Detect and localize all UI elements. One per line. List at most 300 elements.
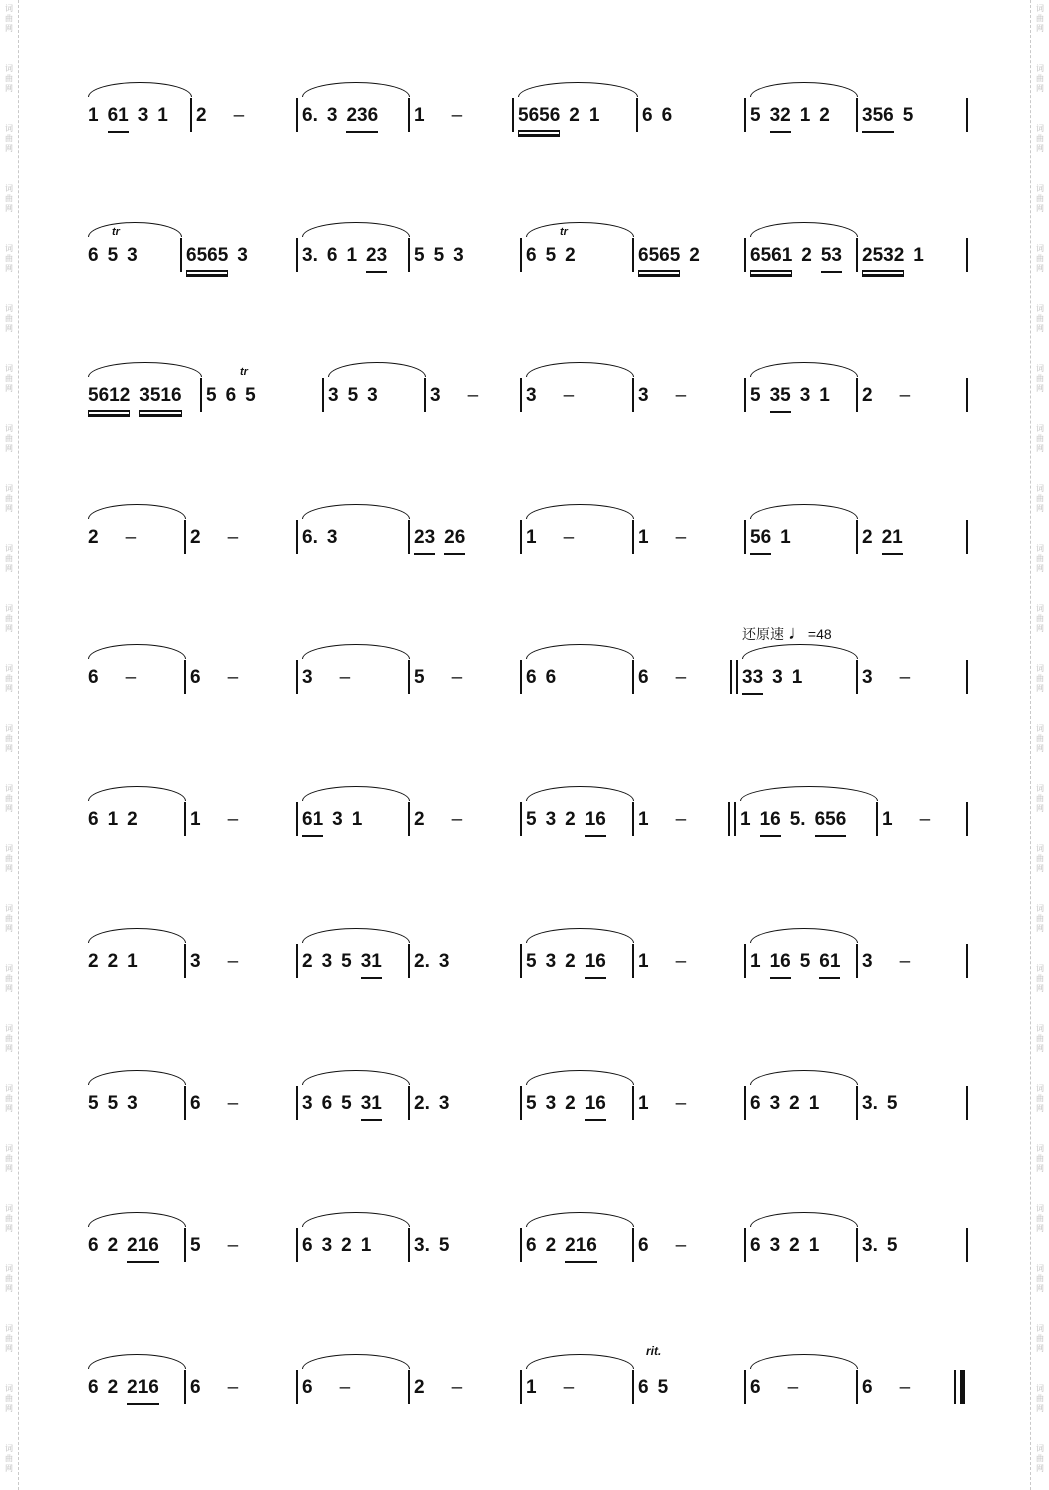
- watermark-text: 词曲网: [5, 1204, 13, 1233]
- barline: [966, 944, 968, 978]
- note: 26: [444, 524, 465, 555]
- slur: [518, 82, 638, 97]
- watermark-text: 词曲网: [1036, 604, 1044, 633]
- barline: [744, 1086, 746, 1120]
- note: 2: [302, 951, 313, 972]
- watermark-text: 词曲网: [5, 364, 13, 393]
- trill-mark: tr: [112, 226, 120, 238]
- note: 6: [302, 1235, 313, 1256]
- dash: –: [675, 951, 687, 972]
- dash: –: [675, 527, 687, 548]
- dash: –: [339, 667, 351, 688]
- measure: [190, 1090, 292, 1118]
- note: 53: [821, 242, 842, 273]
- note: 3: [367, 385, 378, 406]
- watermark-text: 词曲网: [1036, 544, 1044, 573]
- barline: [632, 944, 634, 978]
- note: 1: [88, 105, 99, 126]
- barline: [408, 1086, 410, 1120]
- measure: [430, 382, 516, 410]
- watermark-text: 词曲网: [5, 964, 13, 993]
- slur: [526, 1070, 634, 1085]
- dash: –: [227, 667, 239, 688]
- barline: [322, 378, 324, 412]
- watermark-text: 词曲网: [5, 1324, 13, 1353]
- note: 5: [886, 1235, 898, 1256]
- note: 3: [237, 245, 248, 266]
- barline: [408, 1370, 410, 1404]
- note: 5: [657, 1377, 669, 1398]
- slur: [88, 1070, 186, 1085]
- watermark-text: 词曲网: [5, 4, 13, 33]
- slur: [526, 928, 634, 943]
- measure: [862, 1374, 956, 1402]
- note: 5: [245, 385, 256, 406]
- note: 23: [414, 524, 435, 555]
- dash: –: [451, 105, 463, 126]
- slur: [750, 82, 858, 97]
- note: 3: [799, 385, 811, 406]
- measure: [88, 1090, 180, 1118]
- note: 3: [127, 1093, 138, 1114]
- measure: [862, 242, 962, 270]
- measure: [88, 664, 180, 692]
- measure: [302, 242, 404, 270]
- note: 2: [565, 1093, 576, 1114]
- watermark-text: 词曲网: [1036, 244, 1044, 273]
- measure: [638, 1374, 740, 1402]
- barline: [296, 1228, 298, 1262]
- dash: –: [899, 385, 911, 406]
- barline: [296, 1370, 298, 1404]
- dash: –: [233, 105, 245, 126]
- measure: [414, 524, 516, 552]
- measure: [862, 382, 962, 410]
- note: 2: [107, 1377, 119, 1398]
- measure: [638, 242, 740, 270]
- watermark-text: 词曲网: [5, 1264, 13, 1293]
- watermark-text: 词曲网: [1036, 1384, 1044, 1413]
- note: 5: [902, 105, 914, 126]
- note: 2: [789, 1235, 800, 1256]
- barline: [184, 520, 186, 554]
- dash: –: [919, 809, 931, 830]
- rit-marking: rit.: [646, 1344, 662, 1358]
- barline: [190, 98, 192, 132]
- note: 1: [638, 1093, 649, 1114]
- note: 2: [341, 1235, 352, 1256]
- note: 61: [819, 948, 840, 979]
- note: 3: [326, 105, 338, 126]
- note: 6: [750, 1235, 761, 1256]
- barline: [636, 98, 638, 132]
- watermark-text: 词曲网: [5, 244, 13, 273]
- note: 6: [190, 1093, 201, 1114]
- note: 23: [366, 242, 387, 273]
- barline: [408, 660, 410, 694]
- dash: –: [899, 1377, 911, 1398]
- note: 1: [740, 809, 751, 830]
- barline: [184, 802, 186, 836]
- note: 6: [642, 105, 653, 126]
- final-barline: [960, 1370, 965, 1404]
- note: 3.: [414, 1235, 430, 1256]
- measure: [206, 382, 318, 410]
- measure: [518, 102, 632, 130]
- slur: [88, 1354, 186, 1369]
- note: 1: [360, 1235, 372, 1256]
- note: 3: [438, 1093, 450, 1114]
- note: 1: [638, 809, 649, 830]
- barline: [856, 520, 858, 554]
- watermark-text: 词曲网: [5, 1384, 13, 1413]
- watermark-text: 词曲网: [1036, 424, 1044, 453]
- watermark-text: 词曲网: [5, 604, 13, 633]
- note: 2: [88, 951, 99, 972]
- barline: [632, 1370, 634, 1404]
- slur: [750, 1354, 858, 1369]
- watermark-text: 词曲网: [1036, 1084, 1044, 1113]
- barline: [520, 944, 522, 978]
- barline: [408, 944, 410, 978]
- measure: [328, 382, 420, 410]
- staff-row: [0, 1198, 1049, 1288]
- note: 2: [569, 105, 580, 126]
- watermark-text: 词曲网: [5, 724, 13, 753]
- note: 2.: [414, 951, 430, 972]
- staff-row: [0, 1340, 1049, 1430]
- measure: [190, 1232, 292, 1260]
- note: 61: [108, 102, 129, 133]
- barline: [184, 1370, 186, 1404]
- note: 5: [341, 951, 352, 972]
- barline: [520, 378, 522, 412]
- note: 5: [414, 667, 425, 688]
- slur: [302, 1354, 410, 1369]
- dash: –: [899, 667, 911, 688]
- note: 6: [750, 1093, 761, 1114]
- measure: [638, 806, 730, 834]
- note: 1: [913, 245, 924, 266]
- barline: [296, 520, 298, 554]
- barline: [966, 520, 968, 554]
- slur: [526, 1212, 634, 1227]
- note: 1: [190, 809, 201, 830]
- note: 216: [127, 1374, 159, 1405]
- measure: [190, 524, 292, 552]
- measure: [88, 524, 180, 552]
- watermark-text: 词曲网: [1036, 364, 1044, 393]
- watermark-text: 词曲网: [1036, 1264, 1044, 1293]
- measure: [750, 524, 852, 552]
- note: 5: [750, 385, 761, 406]
- dash: –: [125, 527, 137, 548]
- note: 1: [882, 809, 893, 830]
- dash: –: [227, 1235, 239, 1256]
- barline: [876, 802, 878, 836]
- dash: –: [451, 809, 463, 830]
- barline: [632, 238, 634, 272]
- barline: [520, 660, 522, 694]
- slur: [302, 1070, 410, 1085]
- measure: [638, 948, 740, 976]
- barline: [200, 378, 202, 412]
- measure: [638, 1232, 740, 1260]
- slur: [526, 644, 634, 659]
- note: 656: [815, 806, 847, 837]
- barline: [966, 802, 968, 836]
- watermark-text: 词曲网: [1036, 304, 1044, 333]
- measure: [526, 806, 628, 834]
- barline: [180, 238, 182, 272]
- watermark-text: 词曲网: [5, 124, 13, 153]
- barline: [966, 1086, 968, 1120]
- note: 1: [819, 385, 830, 406]
- note: 5: [886, 1093, 898, 1114]
- note: 6: [862, 1377, 873, 1398]
- trill-mark: tr: [560, 226, 568, 238]
- note: 5: [545, 245, 557, 266]
- dash: –: [227, 809, 239, 830]
- measure: [190, 806, 292, 834]
- note: 6.: [302, 527, 318, 548]
- barline: [856, 1370, 858, 1404]
- slur: [526, 786, 634, 801]
- note: 216: [127, 1232, 159, 1263]
- watermark-text: 词曲网: [1036, 664, 1044, 693]
- note: 5612: [88, 382, 130, 412]
- measure: [862, 524, 962, 552]
- note: 1: [414, 105, 425, 126]
- note: 5656: [518, 102, 560, 132]
- note: 3: [769, 1235, 781, 1256]
- watermark-text: 词曲网: [5, 784, 13, 813]
- slur: [88, 504, 186, 519]
- note: 16: [585, 1090, 606, 1121]
- watermark-text: 词曲网: [5, 1444, 13, 1473]
- note: 5: [750, 105, 761, 126]
- note: 3: [862, 667, 873, 688]
- measure: [526, 1232, 628, 1260]
- note: 2: [190, 527, 201, 548]
- slur: [302, 222, 410, 237]
- barline: [296, 802, 298, 836]
- barline: [520, 1370, 522, 1404]
- measure: [414, 1232, 516, 1260]
- note: 61: [302, 806, 323, 837]
- slur: [88, 362, 202, 377]
- note: 3: [862, 951, 873, 972]
- watermark-text: 词曲网: [1036, 1324, 1044, 1353]
- note: 1: [638, 527, 649, 548]
- note: 5: [799, 951, 811, 972]
- barline: [520, 802, 522, 836]
- measure: [642, 102, 740, 130]
- watermark-text: 词曲网: [1036, 1024, 1044, 1053]
- note: 3: [526, 385, 537, 406]
- note: 2: [565, 809, 576, 830]
- note: 6: [638, 1235, 649, 1256]
- note: 1: [808, 1093, 820, 1114]
- watermark-text: 词曲网: [5, 544, 13, 573]
- measure: [750, 1374, 852, 1402]
- note: 5: [341, 1093, 352, 1114]
- measure: [88, 806, 180, 834]
- note: 33: [742, 664, 763, 695]
- note: 2: [196, 105, 207, 126]
- barline: [856, 238, 858, 272]
- measure: [750, 242, 852, 270]
- barline: [520, 520, 522, 554]
- measure: [414, 102, 508, 130]
- note: 3: [772, 667, 783, 688]
- note: 3.: [862, 1235, 878, 1256]
- dash: –: [125, 667, 137, 688]
- note: 5: [414, 245, 425, 266]
- slur: [526, 1354, 634, 1369]
- barline: [184, 944, 186, 978]
- note: 236: [346, 102, 378, 133]
- barline: [520, 238, 522, 272]
- note: 1: [107, 809, 119, 830]
- barline: [296, 944, 298, 978]
- note: 6: [750, 1377, 761, 1398]
- watermark-text: 词曲网: [1036, 64, 1044, 93]
- note: 3: [545, 1093, 557, 1114]
- note: 6: [302, 1377, 313, 1398]
- measure: [302, 664, 404, 692]
- watermark-text: 词曲网: [5, 1024, 13, 1053]
- note: 3: [302, 667, 313, 688]
- slur: [750, 362, 858, 377]
- staff-row: [0, 772, 1049, 862]
- note: 356: [862, 102, 894, 133]
- note: 5: [526, 1093, 537, 1114]
- measure: [526, 382, 628, 410]
- note: 6: [638, 667, 649, 688]
- watermark-text: 词曲网: [1036, 1444, 1044, 1473]
- slur: [302, 82, 410, 97]
- barline: [966, 660, 968, 694]
- barline: [632, 1086, 634, 1120]
- dash: –: [227, 1093, 239, 1114]
- dash: –: [675, 385, 687, 406]
- staff-row: [0, 68, 1049, 158]
- note: 1: [750, 951, 761, 972]
- note: 3: [332, 809, 343, 830]
- slur: [88, 928, 186, 943]
- note: 1: [799, 105, 811, 126]
- note: 3516: [139, 382, 181, 412]
- slur: [302, 504, 410, 519]
- dash: –: [675, 1235, 687, 1256]
- slur: [302, 928, 410, 943]
- slur: [302, 644, 410, 659]
- barline: [966, 378, 968, 412]
- note: 1: [526, 527, 537, 548]
- note: 3: [430, 385, 441, 406]
- note: 1: [780, 527, 791, 548]
- barline: [184, 660, 186, 694]
- barline: [408, 520, 410, 554]
- measure: [414, 806, 516, 834]
- measure: [750, 102, 852, 130]
- measure: [862, 1090, 962, 1118]
- watermark-text: 词曲网: [1036, 844, 1044, 873]
- note: 2: [107, 1235, 119, 1256]
- barline: [632, 1228, 634, 1262]
- dash: –: [675, 809, 687, 830]
- note: 5: [433, 245, 445, 266]
- measure: [302, 524, 404, 552]
- measure: [302, 102, 404, 130]
- barline: [184, 1228, 186, 1262]
- repeat-barline: [736, 660, 738, 694]
- measure: [88, 382, 196, 410]
- note: 3: [190, 951, 201, 972]
- watermark-text: 词曲网: [5, 484, 13, 513]
- measure: [302, 948, 404, 976]
- note: 5: [107, 245, 119, 266]
- slur: [302, 786, 410, 801]
- measure: [88, 102, 186, 130]
- watermark-text: 词曲网: [5, 304, 13, 333]
- slur: [750, 1212, 858, 1227]
- note: 6: [190, 667, 201, 688]
- watermark-text: 词曲网: [1036, 904, 1044, 933]
- barline: [296, 238, 298, 272]
- dash: –: [899, 951, 911, 972]
- note: 6565: [186, 242, 228, 272]
- measure: [740, 806, 872, 834]
- note: 6: [545, 667, 557, 688]
- slur: [742, 644, 858, 659]
- watermark-text: 词曲网: [5, 1144, 13, 1173]
- watermark-text: 词曲网: [1036, 964, 1044, 993]
- slur: [750, 1070, 858, 1085]
- watermark-text: 词曲网: [1036, 124, 1044, 153]
- staff-row: [0, 208, 1049, 298]
- dash: –: [563, 1377, 575, 1398]
- barline: [856, 378, 858, 412]
- measure: [88, 1232, 180, 1260]
- measure: [862, 1232, 962, 1260]
- slur: [328, 362, 426, 377]
- barline: [856, 1086, 858, 1120]
- measure: [638, 524, 740, 552]
- dash: –: [675, 1093, 687, 1114]
- note: 3: [453, 245, 464, 266]
- watermark-text: 词曲网: [5, 184, 13, 213]
- dash: –: [451, 667, 463, 688]
- dash: –: [563, 385, 575, 406]
- slur: [750, 504, 858, 519]
- dash: –: [675, 667, 687, 688]
- measure: [526, 524, 628, 552]
- note: 56: [750, 524, 771, 555]
- measure: [862, 664, 962, 692]
- measure: [88, 242, 176, 270]
- measure: [750, 1232, 852, 1260]
- note: 5: [107, 1093, 119, 1114]
- note: 1: [791, 667, 803, 688]
- trill-mark: tr: [240, 366, 248, 378]
- measure: [414, 664, 516, 692]
- slur: [526, 504, 634, 519]
- note: 3: [302, 1093, 313, 1114]
- note: 3: [769, 1093, 781, 1114]
- note: 6: [88, 1377, 99, 1398]
